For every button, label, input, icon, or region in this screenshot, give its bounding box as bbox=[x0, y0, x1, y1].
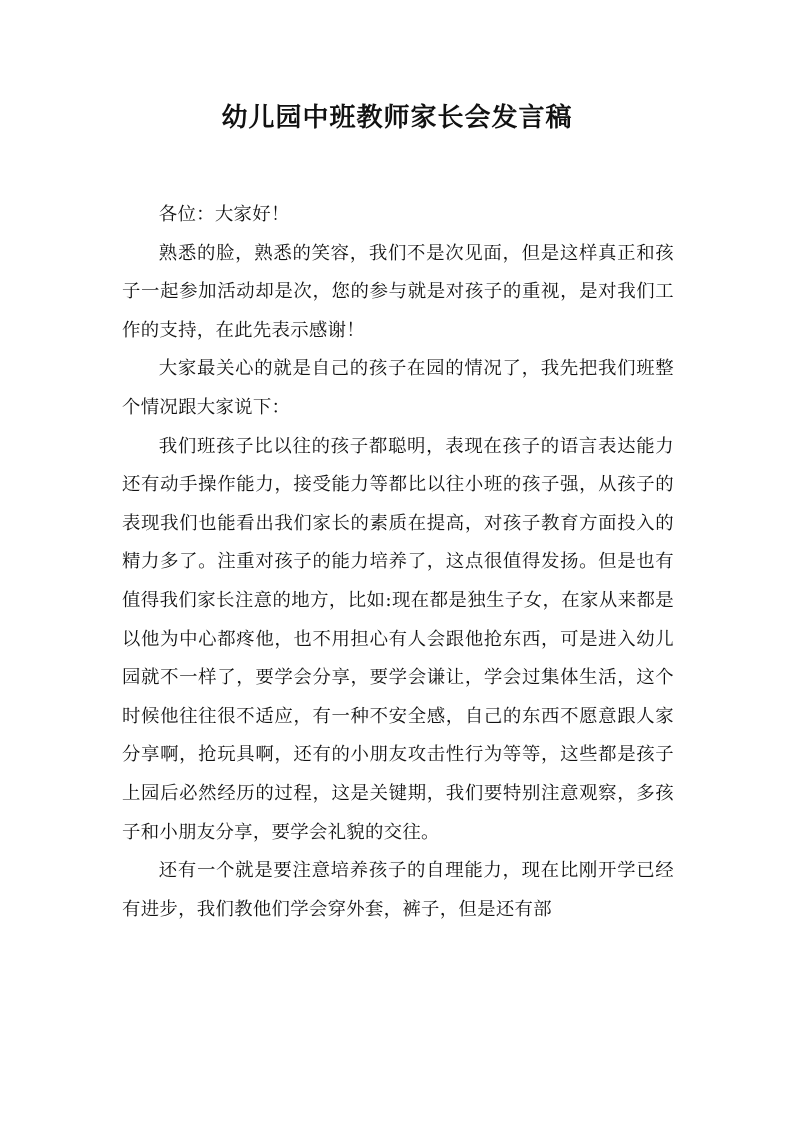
paragraph-greeting: 各位：大家好！ bbox=[158, 204, 290, 225]
paragraph-self-care: 还有一个就是要注意培养孩子的自理能力，现在比刚开学已经有进步，我们教他们学会穿外套，裤子，但是还有部 bbox=[122, 860, 674, 920]
page-title: 幼儿园中班教师家长会发言稿 bbox=[221, 103, 573, 133]
paragraph-welcome: 熟悉的脸，熟悉的笑容，我们不是次见面，但是这样真正和孩子一起参加活动却是次，您的参与就是对孩子的重视，是对我们工作的支持，在此先表示感谢！ bbox=[122, 242, 674, 341]
paragraph-class-intro: 大家最关心的就是自己的孩子在园的情况了，我先把我们班整个情况跟大家说下： bbox=[122, 358, 674, 418]
paragraph-class-situation: 我们班孩子比以往的孩子都聪明，表现在孩子的语言表达能力还有动手操作能力，接受能力等都比以往小班的孩子强，从孩子的表现我们也能看出我们家长的素质在提高，对孩子教育方面投入的精力多了。注重对孩子的能力培养了，这点很值得发扬。但是也有值得我们家长注意的地方，比如:现在都是独生子女，在家从来都是以他为中心都疼他，也不用担心有人会跟他抢东西，可是进入幼儿园就不一样了，要学会分享，要学会谦让，学会过集体生活，这个时候他往往很不适应，有一种不安全感，自己的东西不愿意跟人家分享啊，抢玩具啊，还有的小朋友攻击性行为等等，这些都是孩子上园后必然经历的过程，这是关键期，我们要特别注意观察，多孩子和小朋友分享，要学会礼貌的交往。 bbox=[122, 435, 674, 843]
document-body bbox=[122, 196, 674, 929]
